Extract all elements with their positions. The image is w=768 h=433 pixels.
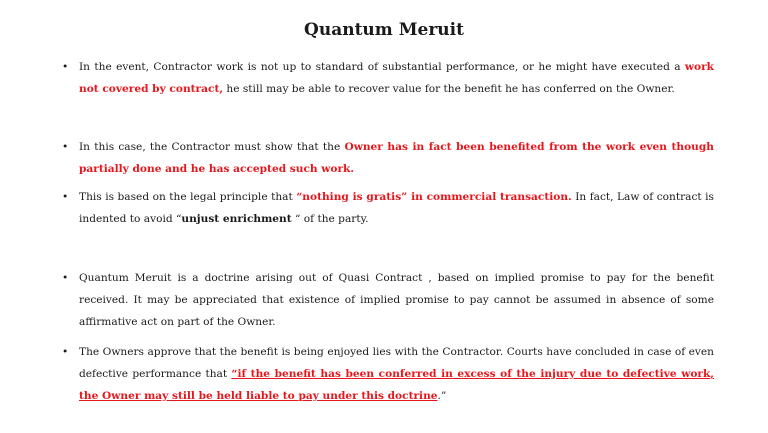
- bullet-paragraph-2: [62, 136, 714, 180]
- text-run: In fact, Law of contract is indented to avoid “: [79, 191, 714, 225]
- text-run: he still may be able to recover value for the benefit he has conferred on the Owner.: [223, 83, 675, 95]
- bullet-paragraph-1: [62, 56, 714, 100]
- paragraph-text: [79, 136, 714, 180]
- emphasis-text: work not covered by contract,: [79, 61, 714, 95]
- bullet-paragraph-5: [62, 341, 714, 407]
- emphasis-text: “nothing is gratis” in commercial transaction.: [296, 191, 572, 203]
- paragraph-text: [79, 186, 714, 230]
- bullet-paragraph-4: [62, 267, 714, 333]
- emphasis-underlined-text: “if the benefit has been conferred in excess of the injury due to defective work, the Owner may still be held liable to pay under this doctrine: [79, 368, 714, 402]
- bullet-icon: •: [62, 191, 69, 203]
- paragraph-text: [79, 56, 714, 100]
- paragraph-text: Quantum Meruit is a doctrine arising out of Quasi Contract , based on implied promise to pay for the benefit received. It may be appreciated that existence of implied promise to pay cannot be assumed in absence of some affirmative act on part of the Owner.: [79, 272, 714, 328]
- bullet-icon: •: [62, 141, 69, 153]
- bullet-paragraph-3: [62, 186, 714, 230]
- text-run: In this case, the Contractor must show that the: [79, 141, 345, 153]
- bold-text: unjust enrichment: [181, 213, 292, 225]
- bullet-icon: •: [62, 272, 69, 284]
- bullet-icon: •: [62, 61, 69, 73]
- text-run: The Owners approve that the benefit is being enjoyed lies with the Contractor. Courts have concluded in case of even defective performance that: [79, 346, 714, 380]
- page-title: Quantum Meruit: [304, 20, 464, 40]
- text-run: In the event, Contractor work is not up to standard of substantial performance, or he might have executed a: [79, 61, 685, 73]
- text-run: .”: [437, 390, 447, 402]
- emphasis-text: Owner has in fact been benefited from the work even though partially done and he has accepted such work.: [79, 141, 714, 175]
- text-run: This is based on the legal principle that: [79, 191, 297, 203]
- bullet-icon: •: [62, 346, 69, 358]
- text-run: “ of the party.: [291, 213, 369, 225]
- paragraph-text: [79, 341, 714, 407]
